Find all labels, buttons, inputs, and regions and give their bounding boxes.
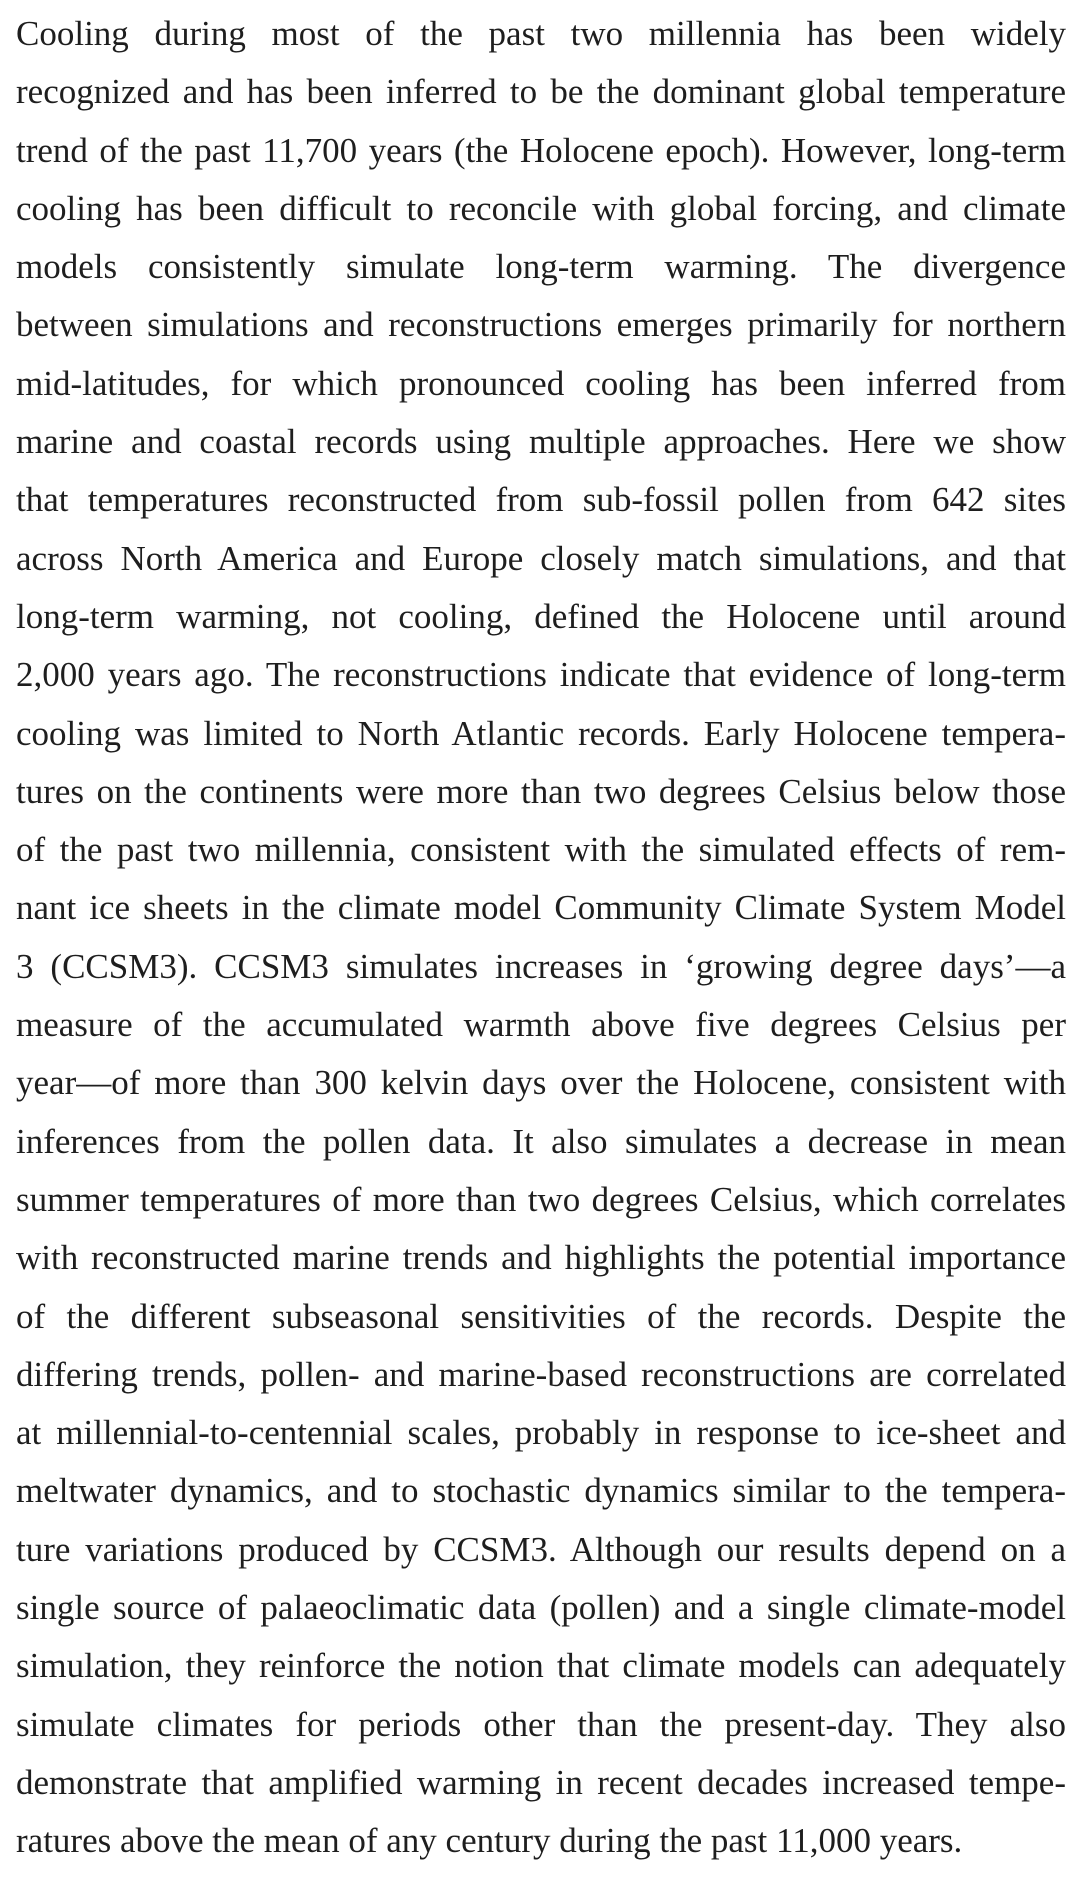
abstract-line: differing trends, pollen- and marine-based reconstructions are correlated bbox=[16, 1354, 1066, 1394]
abstract-line: cooling was limited to North Atlantic records. Early Holocene tempera- bbox=[16, 713, 1066, 753]
abstract-line: tures on the continents were more than two degrees Celsius below those bbox=[16, 771, 1066, 811]
abstract-line: measure of the accumulated warmth above five degrees Celsius per bbox=[16, 1005, 1066, 1045]
abstract-line: of the past two millennia, consistent with the simulated effects of rem- bbox=[16, 830, 1066, 870]
abstract-line: 3 (CCSM3). CCSM3 simulates increases in ‘growing degree days’—a bbox=[16, 946, 1066, 986]
abstract-line: recognized and has been inferred to be the dominant global temperature bbox=[16, 72, 1066, 112]
abstract-line: cooling has been difficult to reconcile with global forcing, and climate bbox=[16, 188, 1066, 228]
abstract-line: that temperatures reconstructed from sub-fossil pollen from 642 sites bbox=[16, 480, 1066, 520]
abstract-line: mid-latitudes, for which pronounced cooling has been inferred from bbox=[16, 363, 1066, 403]
abstract-line: simulate climates for periods other than the present-day. They also bbox=[16, 1704, 1066, 1744]
abstract-line: inferences from the pollen data. It also simulates a decrease in mean bbox=[16, 1121, 1066, 1161]
abstract-line: at millennial-to-centennial scales, probably in response to ice-sheet and bbox=[16, 1413, 1066, 1453]
abstract-line: models consistently simulate long-term warming. The divergence bbox=[16, 247, 1066, 287]
abstract-line: trend of the past 11,700 years (the Holocene epoch). However, long-term bbox=[16, 130, 1066, 170]
abstract-line: demonstrate that amplified warming in recent decades increased tempe- bbox=[16, 1762, 1066, 1802]
abstract-line: across North America and Europe closely match simulations, and that bbox=[16, 538, 1066, 578]
abstract-line: marine and coastal records using multiple approaches. Here we show bbox=[16, 422, 1066, 462]
abstract-line: single source of palaeoclimatic data (pollen) and a single climate-model bbox=[16, 1588, 1066, 1628]
abstract-line: ture variations produced by CCSM3. Although our results depend on a bbox=[16, 1529, 1066, 1569]
abstract-line: simulation, they reinforce the notion that climate models can adequately bbox=[16, 1646, 1066, 1686]
abstract-line: 2,000 years ago. The reconstructions indicate that evidence of long-term bbox=[16, 655, 1066, 695]
abstract-line: long-term warming, not cooling, defined the Holocene until around bbox=[16, 596, 1066, 636]
abstract-paragraph bbox=[16, 14, 1066, 1880]
abstract-line-last: ratures above the mean of any century during the past 11,000 years. bbox=[16, 1821, 963, 1861]
abstract-line: Cooling during most of the past two millennia has been widely bbox=[16, 14, 1066, 53]
abstract-line: summer temperatures of more than two degrees Celsius, which correlates bbox=[16, 1179, 1066, 1219]
abstract-line: between simulations and reconstructions emerges primarily for northern bbox=[16, 305, 1066, 345]
abstract-line: of the different subseasonal sensitivities of the records. Despite the bbox=[16, 1296, 1066, 1336]
abstract-line: year—of more than 300 kelvin days over the Holocene, consistent with bbox=[16, 1063, 1066, 1103]
abstract-line: with reconstructed marine trends and highlights the potential importance bbox=[16, 1238, 1066, 1278]
abstract-line: meltwater dynamics, and to stochastic dynamics similar to the tempera- bbox=[16, 1471, 1066, 1511]
abstract-line: nant ice sheets in the climate model Community Climate System Model bbox=[16, 888, 1066, 928]
